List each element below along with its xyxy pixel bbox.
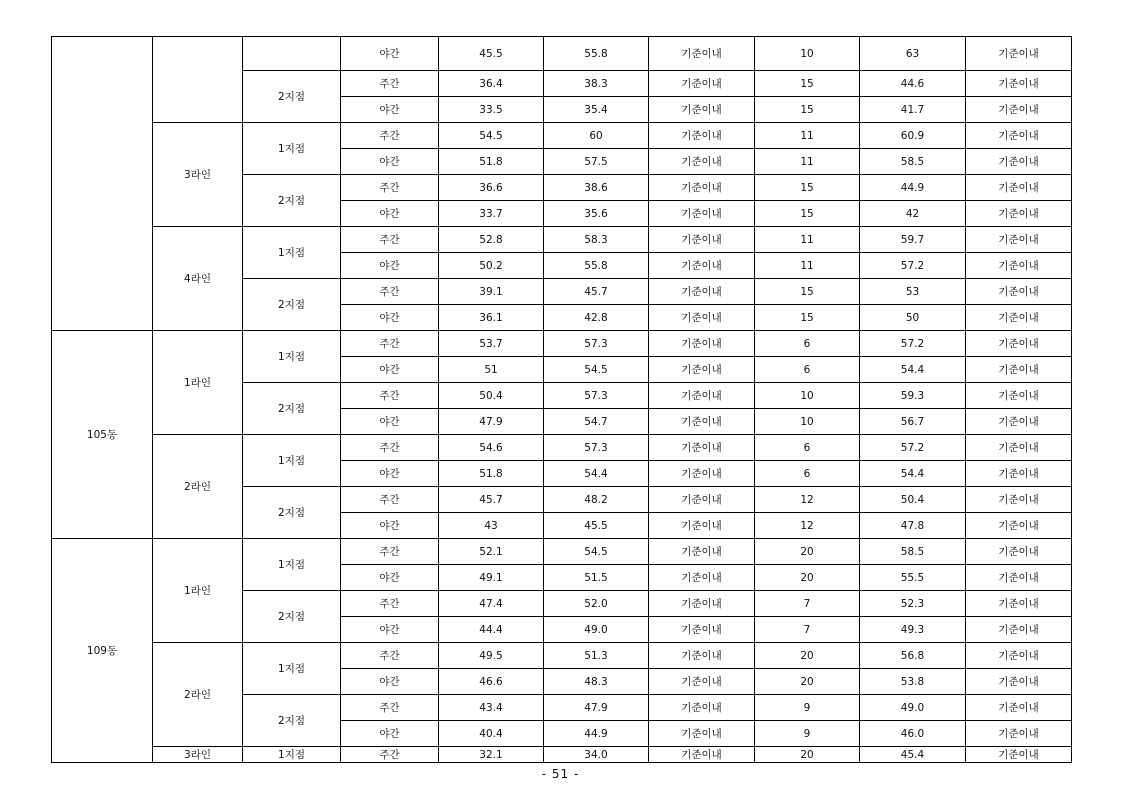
value-cell: 49.0 <box>544 617 649 643</box>
value-cell: 57.2 <box>860 435 966 461</box>
result-cell: 기준이내 <box>649 97 755 123</box>
value-cell: 45.7 <box>439 487 544 513</box>
value-cell: 54.5 <box>544 357 649 383</box>
value-cell: 33.7 <box>439 201 544 227</box>
result-cell: 기준이내 <box>966 279 1072 305</box>
time-cell: 야간 <box>341 305 439 331</box>
value-cell: 52.8 <box>439 227 544 253</box>
value-cell: 60.9 <box>860 123 966 149</box>
value-cell: 52.1 <box>439 539 544 565</box>
value-cell: 49.0 <box>860 695 966 721</box>
time-cell: 주간 <box>341 695 439 721</box>
value-cell: 56.8 <box>860 643 966 669</box>
value-cell: 41.7 <box>860 97 966 123</box>
point-cell: 2지점 <box>243 487 341 539</box>
value-cell: 43 <box>439 513 544 539</box>
building-cell: 109동 <box>52 539 153 763</box>
value-cell: 56.7 <box>860 409 966 435</box>
value-cell: 49.5 <box>439 643 544 669</box>
value-cell: 49.1 <box>439 565 544 591</box>
value-cell: 44.4 <box>439 617 544 643</box>
time-cell: 주간 <box>341 747 439 763</box>
page-number: - 51 - <box>541 767 580 781</box>
time-cell: 야간 <box>341 461 439 487</box>
result-cell: 기준이내 <box>649 201 755 227</box>
result-cell: 기준이내 <box>649 331 755 357</box>
result-cell: 기준이내 <box>649 71 755 97</box>
value-cell: 53.8 <box>860 669 966 695</box>
result-cell: 기준이내 <box>649 721 755 747</box>
point-cell: 1지점 <box>243 227 341 279</box>
result-cell: 기준이내 <box>966 721 1072 747</box>
result-cell: 기준이내 <box>649 565 755 591</box>
result-cell: 기준이내 <box>966 487 1072 513</box>
time-cell: 주간 <box>341 539 439 565</box>
result-cell: 기준이내 <box>966 37 1072 71</box>
value-cell: 55.8 <box>544 253 649 279</box>
value-cell: 51.5 <box>544 565 649 591</box>
value-cell: 9 <box>755 721 860 747</box>
time-cell: 주간 <box>341 331 439 357</box>
point-cell: 2지점 <box>243 591 341 643</box>
time-cell: 주간 <box>341 227 439 253</box>
time-cell: 주간 <box>341 487 439 513</box>
value-cell: 50.4 <box>860 487 966 513</box>
value-cell: 10 <box>755 409 860 435</box>
value-cell: 15 <box>755 175 860 201</box>
value-cell: 50.2 <box>439 253 544 279</box>
time-cell: 야간 <box>341 253 439 279</box>
value-cell: 54.5 <box>544 539 649 565</box>
point-cell: 1지점 <box>243 123 341 175</box>
time-cell: 야간 <box>341 565 439 591</box>
value-cell: 48.2 <box>544 487 649 513</box>
time-cell: 야간 <box>341 357 439 383</box>
value-cell: 58.3 <box>544 227 649 253</box>
result-cell: 기준이내 <box>649 461 755 487</box>
value-cell: 11 <box>755 227 860 253</box>
value-cell: 6 <box>755 331 860 357</box>
result-cell: 기준이내 <box>649 409 755 435</box>
value-cell: 55.5 <box>860 565 966 591</box>
value-cell: 47.9 <box>439 409 544 435</box>
value-cell: 57.5 <box>544 149 649 175</box>
time-cell: 야간 <box>341 409 439 435</box>
value-cell: 58.5 <box>860 149 966 175</box>
value-cell: 53 <box>860 279 966 305</box>
value-cell: 45.5 <box>439 37 544 71</box>
value-cell: 45.5 <box>544 513 649 539</box>
line-cell: 3라인 <box>153 123 243 227</box>
value-cell: 42 <box>860 201 966 227</box>
value-cell: 38.6 <box>544 175 649 201</box>
result-cell: 기준이내 <box>966 435 1072 461</box>
value-cell: 54.4 <box>860 357 966 383</box>
value-cell: 10 <box>755 383 860 409</box>
value-cell: 11 <box>755 253 860 279</box>
value-cell: 50.4 <box>439 383 544 409</box>
value-cell: 57.3 <box>544 331 649 357</box>
value-cell: 51.8 <box>439 149 544 175</box>
value-cell: 42.8 <box>544 305 649 331</box>
time-cell: 주간 <box>341 643 439 669</box>
value-cell: 46.6 <box>439 669 544 695</box>
time-cell: 야간 <box>341 97 439 123</box>
value-cell: 44.9 <box>860 175 966 201</box>
result-cell: 기준이내 <box>966 253 1072 279</box>
line-cell: 2라인 <box>153 435 243 539</box>
value-cell: 15 <box>755 97 860 123</box>
value-cell: 15 <box>755 279 860 305</box>
value-cell: 6 <box>755 435 860 461</box>
time-cell: 주간 <box>341 435 439 461</box>
point-cell: 2지점 <box>243 279 341 331</box>
value-cell: 57.3 <box>544 435 649 461</box>
value-cell: 12 <box>755 513 860 539</box>
value-cell: 43.4 <box>439 695 544 721</box>
result-cell: 기준이내 <box>649 383 755 409</box>
value-cell: 33.5 <box>439 97 544 123</box>
value-cell: 55.8 <box>544 37 649 71</box>
value-cell: 34.0 <box>544 747 649 763</box>
result-cell: 기준이내 <box>649 357 755 383</box>
result-cell: 기준이내 <box>966 227 1072 253</box>
value-cell: 7 <box>755 617 860 643</box>
result-cell: 기준이내 <box>966 461 1072 487</box>
line-cell: 2라인 <box>153 643 243 747</box>
time-cell: 주간 <box>341 175 439 201</box>
value-cell: 45.4 <box>860 747 966 763</box>
value-cell: 54.5 <box>439 123 544 149</box>
value-cell: 11 <box>755 149 860 175</box>
result-cell: 기준이내 <box>966 669 1072 695</box>
value-cell: 46.0 <box>860 721 966 747</box>
point-cell: 1지점 <box>243 331 341 383</box>
value-cell: 15 <box>755 201 860 227</box>
result-cell: 기준이내 <box>649 695 755 721</box>
result-cell: 기준이내 <box>966 617 1072 643</box>
result-cell: 기준이내 <box>966 201 1072 227</box>
value-cell: 9 <box>755 695 860 721</box>
value-cell: 44.9 <box>544 721 649 747</box>
value-cell: 44.6 <box>860 71 966 97</box>
value-cell: 52.0 <box>544 591 649 617</box>
result-cell: 기준이내 <box>966 513 1072 539</box>
result-cell: 기준이내 <box>966 123 1072 149</box>
result-cell: 기준이내 <box>966 149 1072 175</box>
point-cell <box>243 37 341 71</box>
value-cell: 45.7 <box>544 279 649 305</box>
time-cell: 주간 <box>341 591 439 617</box>
value-cell: 52.3 <box>860 591 966 617</box>
result-cell: 기준이내 <box>966 539 1072 565</box>
result-cell: 기준이내 <box>649 539 755 565</box>
value-cell: 54.6 <box>439 435 544 461</box>
result-cell: 기준이내 <box>966 331 1072 357</box>
value-cell: 10 <box>755 37 860 71</box>
value-cell: 51.8 <box>439 461 544 487</box>
building-cell <box>52 37 153 331</box>
value-cell: 36.6 <box>439 175 544 201</box>
point-cell: 1지점 <box>243 435 341 487</box>
value-cell: 47.4 <box>439 591 544 617</box>
result-cell: 기준이내 <box>649 279 755 305</box>
result-cell: 기준이내 <box>649 643 755 669</box>
value-cell: 20 <box>755 643 860 669</box>
value-cell: 15 <box>755 71 860 97</box>
time-cell: 주간 <box>341 383 439 409</box>
value-cell: 57.2 <box>860 253 966 279</box>
value-cell: 47.9 <box>544 695 649 721</box>
result-cell: 기준이내 <box>649 435 755 461</box>
value-cell: 51 <box>439 357 544 383</box>
value-cell: 51.3 <box>544 643 649 669</box>
value-cell: 11 <box>755 123 860 149</box>
line-cell: 3라인 <box>153 747 243 763</box>
line-cell: 1라인 <box>153 331 243 435</box>
value-cell: 38.3 <box>544 71 649 97</box>
result-cell: 기준이내 <box>649 617 755 643</box>
line-cell: 4라인 <box>153 227 243 331</box>
value-cell: 20 <box>755 565 860 591</box>
value-cell: 6 <box>755 461 860 487</box>
value-cell: 48.3 <box>544 669 649 695</box>
result-cell: 기준이내 <box>649 513 755 539</box>
value-cell: 35.4 <box>544 97 649 123</box>
value-cell: 6 <box>755 357 860 383</box>
time-cell: 야간 <box>341 201 439 227</box>
result-cell: 기준이내 <box>966 643 1072 669</box>
result-cell: 기준이내 <box>966 305 1072 331</box>
value-cell: 15 <box>755 305 860 331</box>
result-cell: 기준이내 <box>649 149 755 175</box>
value-cell: 58.5 <box>860 539 966 565</box>
point-cell: 2지점 <box>243 71 341 123</box>
time-cell: 야간 <box>341 669 439 695</box>
result-cell: 기준이내 <box>966 591 1072 617</box>
point-cell: 1지점 <box>243 643 341 695</box>
time-cell: 야간 <box>341 149 439 175</box>
building-cell: 105동 <box>52 331 153 539</box>
point-cell: 2지점 <box>243 383 341 435</box>
value-cell: 35.6 <box>544 201 649 227</box>
result-cell: 기준이내 <box>966 383 1072 409</box>
value-cell: 60 <box>544 123 649 149</box>
line-cell: 1라인 <box>153 539 243 643</box>
result-cell: 기준이내 <box>649 487 755 513</box>
value-cell: 32.1 <box>439 747 544 763</box>
value-cell: 63 <box>860 37 966 71</box>
time-cell: 야간 <box>341 617 439 643</box>
value-cell: 47.8 <box>860 513 966 539</box>
result-cell: 기준이내 <box>966 747 1072 763</box>
noise-measurement-table <box>51 36 1072 763</box>
value-cell: 57.3 <box>544 383 649 409</box>
time-cell: 야간 <box>341 721 439 747</box>
result-cell: 기준이내 <box>966 357 1072 383</box>
point-cell: 2지점 <box>243 175 341 227</box>
result-cell: 기준이내 <box>649 747 755 763</box>
value-cell: 20 <box>755 539 860 565</box>
result-cell: 기준이내 <box>966 97 1072 123</box>
point-cell: 1지점 <box>243 539 341 591</box>
time-cell: 야간 <box>341 37 439 71</box>
result-cell: 기준이내 <box>966 565 1072 591</box>
point-cell: 1지점 <box>243 747 341 763</box>
value-cell: 54.7 <box>544 409 649 435</box>
time-cell: 주간 <box>341 71 439 97</box>
result-cell: 기준이내 <box>966 409 1072 435</box>
value-cell: 36.1 <box>439 305 544 331</box>
value-cell: 59.3 <box>860 383 966 409</box>
result-cell: 기준이내 <box>649 227 755 253</box>
value-cell: 20 <box>755 747 860 763</box>
result-cell: 기준이내 <box>649 123 755 149</box>
value-cell: 40.4 <box>439 721 544 747</box>
value-cell: 7 <box>755 591 860 617</box>
value-cell: 54.4 <box>860 461 966 487</box>
result-cell: 기준이내 <box>649 669 755 695</box>
value-cell: 39.1 <box>439 279 544 305</box>
value-cell: 36.4 <box>439 71 544 97</box>
result-cell: 기준이내 <box>649 37 755 71</box>
result-cell: 기준이내 <box>966 71 1072 97</box>
result-cell: 기준이내 <box>649 175 755 201</box>
value-cell: 59.7 <box>860 227 966 253</box>
result-cell: 기준이내 <box>649 305 755 331</box>
time-cell: 야간 <box>341 513 439 539</box>
point-cell: 2지점 <box>243 695 341 747</box>
value-cell: 12 <box>755 487 860 513</box>
time-cell: 주간 <box>341 123 439 149</box>
value-cell: 49.3 <box>860 617 966 643</box>
value-cell: 20 <box>755 669 860 695</box>
result-cell: 기준이내 <box>966 175 1072 201</box>
value-cell: 57.2 <box>860 331 966 357</box>
result-cell: 기준이내 <box>649 591 755 617</box>
value-cell: 50 <box>860 305 966 331</box>
value-cell: 53.7 <box>439 331 544 357</box>
value-cell: 54.4 <box>544 461 649 487</box>
result-cell: 기준이내 <box>649 253 755 279</box>
line-cell <box>153 37 243 123</box>
time-cell: 주간 <box>341 279 439 305</box>
result-cell: 기준이내 <box>966 695 1072 721</box>
